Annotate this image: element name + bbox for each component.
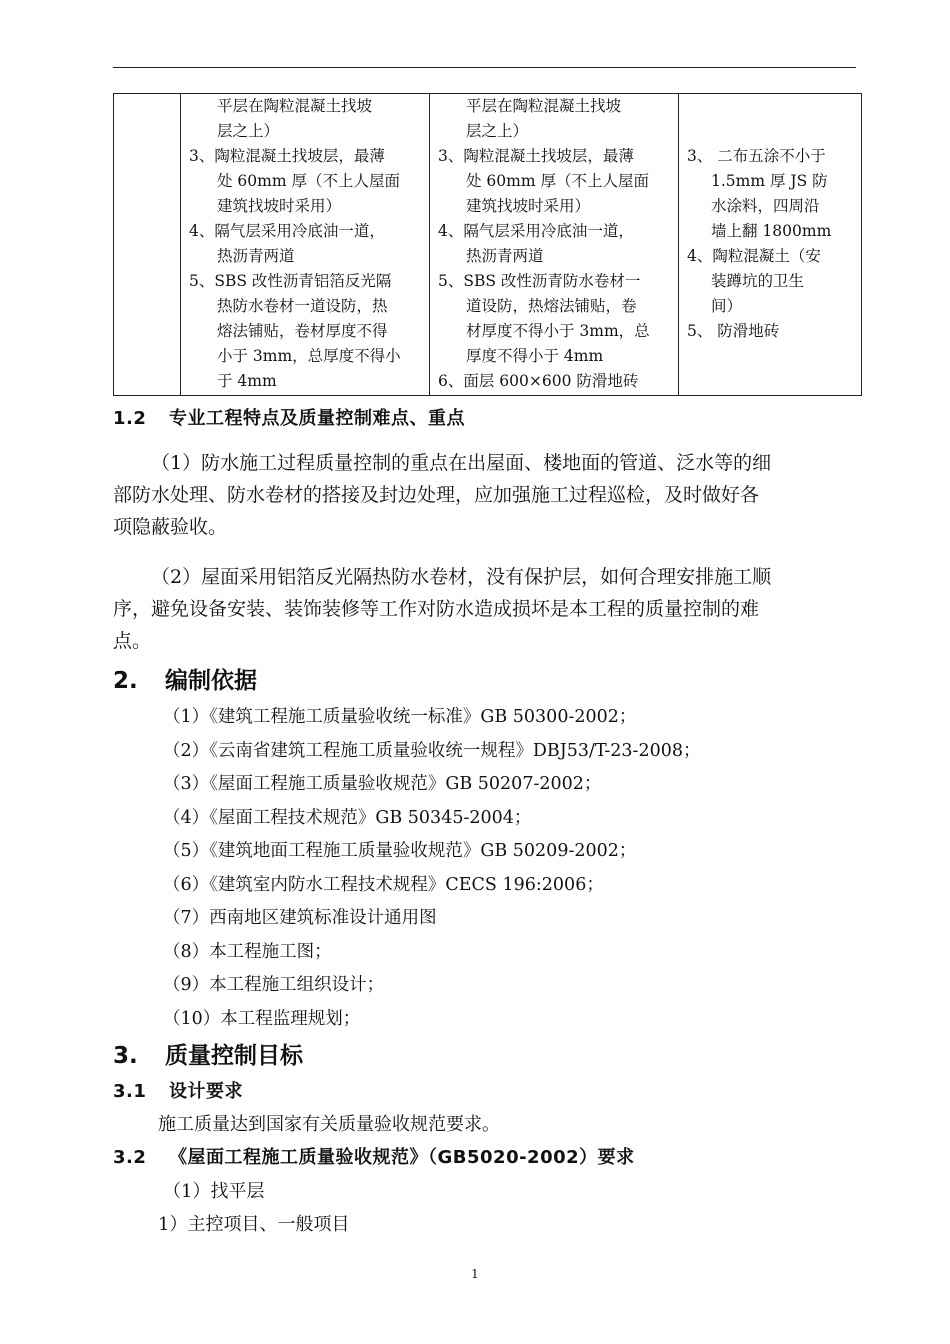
section-title: 专业工程特点及质量控制难点、重点 (169, 408, 465, 429)
paragraph-2 (113, 561, 858, 657)
cell-line: 5、 防滑地砖 (687, 322, 780, 340)
cell-line: 热沥青两道 (217, 247, 295, 265)
table-row (114, 94, 862, 396)
cell-line: 3、陶粒混凝土找坡层，最薄 (189, 147, 385, 165)
cell-line: 墙上翻 1800mm (711, 222, 832, 240)
item-main-control: 1）主控项目、一般项目 (158, 1214, 350, 1235)
section-number: 2. (113, 668, 138, 694)
header-rule (113, 67, 856, 68)
section-number: 3.2 (113, 1147, 147, 1168)
cell-lines (430, 94, 678, 395)
section-title: 《屋面工程施工质量验收规范》（GB5020-2002）要求 (169, 1147, 635, 1168)
cell-line: 3、 二布五涂不小于 (687, 147, 826, 165)
cell-line: 平层在陶粒混凝土找坡 (217, 97, 373, 115)
cell-line: 6、面层 600×600 防滑地砖 (438, 372, 639, 390)
construction-spec-table (113, 93, 862, 396)
item-leveling-layer: （1）找平层 (163, 1181, 265, 1202)
cell-line: 厚度不得小于 4mm (466, 347, 604, 365)
reference-item: （7）西南地区建筑标准设计通用图 (163, 908, 437, 928)
section-heading-1-2 (113, 404, 465, 430)
section-heading-3 (113, 1037, 303, 1070)
design-requirement-text: 施工质量达到国家有关质量验收规范要求。 (158, 1114, 500, 1135)
section-heading-3-2 (113, 1143, 635, 1169)
paragraph-line: 项隐蔽验收。 (113, 516, 228, 538)
cell-line: 装蹲坑的卫生 (711, 272, 805, 290)
section-heading-3-1 (113, 1077, 243, 1103)
cell-line: 小于 3mm，总厚度不得小 (217, 347, 401, 365)
paragraph-line: 部防水处理、防水卷材的搭接及封边处理，应加强施工过程巡检，及时做好各 (113, 484, 760, 506)
paragraph-line: 点。 (113, 630, 152, 652)
cell-line: 层之上） (217, 122, 280, 140)
cell-line: 熔法铺贴，卷材厚度不得 (217, 322, 388, 340)
cell-line: 热沥青两道 (466, 247, 544, 265)
table-cell-bathroom-spec (679, 94, 862, 396)
reference-item: （4）《屋面工程技术规范》GB 50345-2004； (163, 807, 532, 828)
section-heading-2 (113, 662, 257, 695)
paragraph-line: （1）防水施工过程质量控制的重点在出屋面、楼地面的管道、泛水等的细 (151, 452, 772, 474)
cell-line: 间） (711, 297, 743, 315)
cell-line: 热防水卷材一道设防，热 (217, 297, 388, 315)
cell-line: 道设防，热熔法铺贴，卷 (466, 297, 637, 315)
paragraph-1 (113, 447, 858, 543)
cell-lines (679, 94, 861, 345)
section-title: 编制依据 (165, 668, 257, 694)
cell-line: 于 4mm (217, 372, 277, 390)
cell-line: 水涂料，四周沿 (711, 197, 820, 215)
cell-line: 1.5mm 厚 JS 防 (711, 172, 828, 190)
reference-item: （6）《建筑室内防水工程技术规程》CECS 196:2006； (163, 874, 604, 895)
reference-item: （5）《建筑地面工程施工质量验收规范》GB 50209-2002； (163, 841, 637, 861)
page-number: 1 (471, 1267, 479, 1281)
cell-line: 3、陶粒混凝土找坡层，最薄 (438, 147, 634, 165)
cell-line: 5、SBS 改性沥青铝箔反光隔 (189, 272, 392, 290)
cell-line: 建筑找坡时采用） (466, 197, 591, 215)
reference-item: （3）《屋面工程施工质量验收规范》GB 50207-2002； (163, 774, 602, 794)
section-number: 1.2 (113, 408, 147, 429)
reference-item: （8）本工程施工图； (163, 941, 332, 962)
section-title: 质量控制目标 (165, 1043, 303, 1069)
table-cell-empty (114, 94, 181, 396)
cell-line: 4、陶粒混凝土（安 (687, 247, 821, 265)
table-cell-roof-spec-1 (181, 94, 430, 396)
cell-line: 处 60mm 厚（不上人屋面 (217, 172, 400, 190)
reference-item: （1）《建筑工程施工质量验收统一标准》GB 50300-2002； (163, 707, 637, 727)
table-cell-roof-spec-2 (430, 94, 679, 396)
cell-line: 4、隔气层采用冷底油一道， (438, 222, 634, 240)
cell-line: 层之上） (466, 122, 529, 140)
section-number: 3. (113, 1043, 138, 1069)
cell-line: 建筑找坡时采用） (217, 197, 342, 215)
cell-line: 平层在陶粒混凝土找坡 (466, 97, 622, 115)
cell-lines (181, 94, 429, 395)
reference-item: （2）《云南省建筑工程施工质量验收统一规程》DBJ53/T-23-2008； (163, 740, 701, 761)
section-number: 3.1 (113, 1081, 147, 1102)
cell-line: 材厚度不得小于 3mm，总 (466, 322, 650, 340)
section-title: 设计要求 (169, 1081, 243, 1102)
reference-item: （10）本工程监理规划； (163, 1008, 361, 1029)
cell-line: 4、隔气层采用冷底油一道， (189, 222, 385, 240)
reference-item: （9）本工程施工组织设计； (163, 975, 385, 995)
paragraph-line: 序，避免设备安装、装饰装修等工作对防水造成损坏是本工程的质量控制的难 (113, 598, 760, 620)
cell-line: 处 60mm 厚（不上人屋面 (466, 172, 649, 190)
paragraph-line: （2）屋面采用铝箔反光隔热防水卷材，没有保护层，如何合理安排施工顺 (151, 566, 772, 588)
cell-line: 5、SBS 改性沥青防水卷材一 (438, 272, 641, 290)
